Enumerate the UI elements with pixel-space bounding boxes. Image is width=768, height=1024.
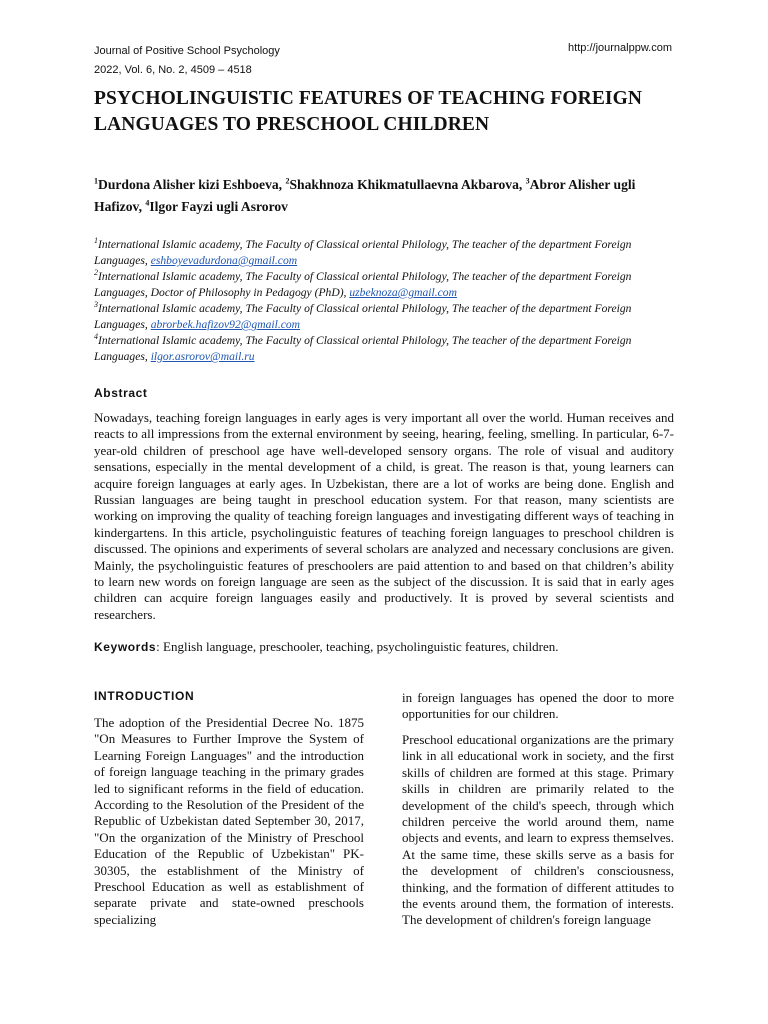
author-3: $^3$Abror Alisher ugli Hafizov, — [94, 176, 636, 214]
intro-right-paragraph-2: Preschool educational organizations are the primary link in all educational work in society, and the first skills of children are formed at this stage. Primary skills in children are primarily related to the development of the child's speech, through which children perceive the world around them, name objects and events, and learn to express themselves. At the same time, these skills serve as a basis for the development of children's consciousness, thinking, and the formation of different attitudes to the events around them, the formation of interests. The development of children's foreign language — [402, 732, 674, 928]
affiliation-1: $^1$International Islamic academy, The Faculty of Classical oriental Philology, The teacher of the department Foreign Languages, eshboyevadurdona@gmail.com — [94, 236, 632, 267]
journal-url[interactable]: http://journalppw.com — [568, 42, 672, 54]
keywords-label: Keywords — [94, 640, 157, 654]
email-link-3[interactable]: abrorbek.hafizov92@gmail.com — [150, 318, 301, 331]
affiliation-list — [94, 237, 674, 365]
intro-left-paragraph: The adoption of the Presidential Decree No. 1875 "On Measures to Further Improve the System of Learning Foreign Languages" and the introduction of foreign language teaching in the primary grades led to significant reforms in the field of education. According to the Resolution of the President of the Republic of Uzbekistan dated September 30, 2017, "On the organization of the Ministry of Preschool Education of the Republic of Uzbekistan" PK- 30305, the establishment of the Ministry of Preschool Education as well as establishment of separate private and state-owned preschools specializing — [94, 715, 364, 927]
email-link-2[interactable]: uzbeknoza@gmail.com — [349, 286, 457, 299]
journal-name: Journal of Positive School Psychology — [94, 45, 280, 57]
affiliation-3: $^3$International Islamic academy, The Faculty of Classical oriental Philology, The teacher of the department Foreign Languages, abrorbek.hafizov92@gmail.com — [94, 300, 632, 331]
journal-volume: 2022, Vol. 6, No. 2, 4509 – 4518 — [94, 64, 252, 76]
email-link-1[interactable]: eshboyevadurdona@gmail.com — [150, 254, 298, 267]
abstract-text: Nowadays, teaching foreign languages in early ages is very important all over the world. Human receives and reacts to all impressions from the external environment by seeing, hearing, feeling, smelling. In particular, 6-7-year-old children of preschool age have well-developed sensory organs. The role of visual and auditory sensations, especially in the mental development of a child, is great. The reason is that, young learners can acquire foreign languages at early ages. In Uzbekistan, there are a lot of works are being done. English and Russian languages are being taught in preschool education system. For that reason, many scientists are working on improving the quality of teaching foreign languages and investigating different ways of teaching in kindergartens. In this article, psycholinguistic features of teaching foreign languages to preschool children is discussed. The opinions and experiments of several scholars are analyzed and necessary conclusions are given. Mainly, the psycholinguistic features of preschoolers are paid attention to and based on that children’s ability to learn new words on foreign language are seen as the subject of the discussion. It is said that in early ages children can acquire foreign languages easily and productively. It is proved by several scientists and researchers. — [94, 410, 674, 622]
author-list — [94, 174, 664, 218]
abstract-heading: Abstract — [94, 386, 148, 400]
keywords-text: : English language, preschooler, teaching, psycholinguistic features, children. — [156, 639, 559, 654]
author-4: $^4$Ilgor Fayzi ugli Asrorov — [145, 198, 288, 214]
affiliation-4: $^4$International Islamic academy, The Faculty of Classical oriental Philology, The teacher of the department Foreign Languages, ilgor.asrorov@mail.ru — [94, 332, 632, 363]
running-header-left — [94, 42, 280, 80]
email-link-4[interactable]: ilgor.asrorov@mail.ru — [150, 350, 255, 363]
intro-right-paragraph-1: in foreign languages has opened the door to more opportunities for our children. — [402, 690, 674, 722]
keywords-line — [94, 639, 674, 655]
paper-title: PSYCHOLINGUISTIC FEATURES OF TEACHING FOREIGN LANGUAGES TO PRESCHOOL CHILDREN — [94, 88, 643, 135]
introduction-heading: INTRODUCTION — [94, 689, 195, 703]
author-1: $^1$Durdona Alisher kizi Eshboeva, — [94, 176, 286, 192]
affiliation-2: $^2$International Islamic academy, The Faculty of Classical oriental Philology, The teacher of the department Foreign Languages, Doctor of Philosophy in Pedagogy (PhD), uzbeknoza@gmail.com — [94, 268, 632, 299]
author-2: $^2$Shakhnoza Khikmatullaevna Akbarova, — [285, 176, 526, 192]
